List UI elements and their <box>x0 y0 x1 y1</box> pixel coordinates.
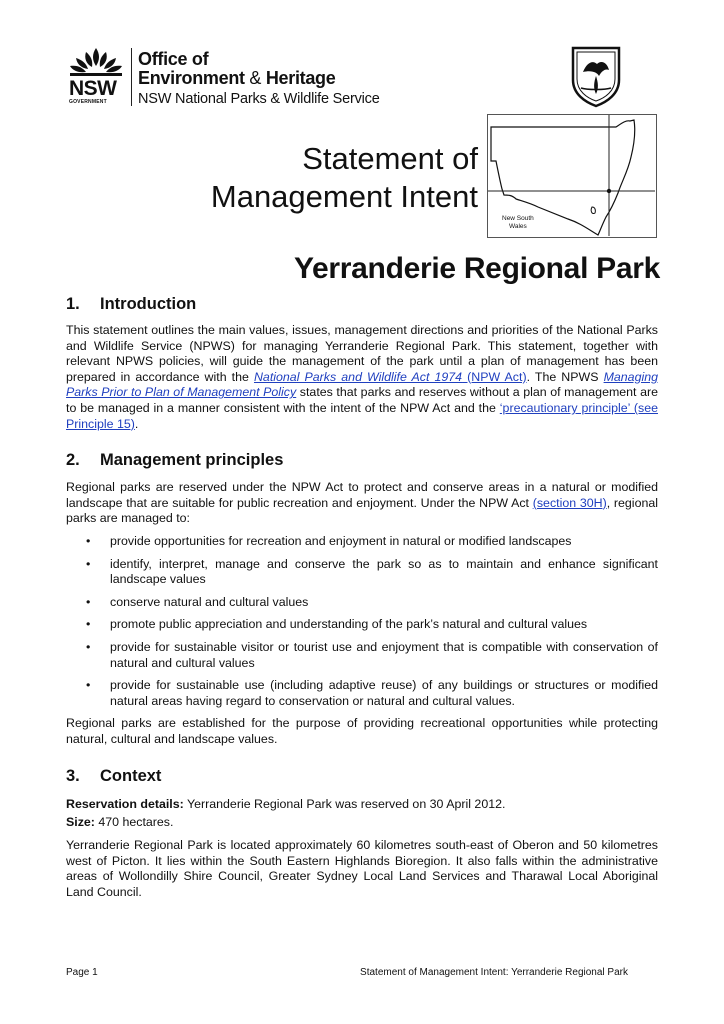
section-3-heading <box>66 766 161 786</box>
section-2-number: 2. <box>66 451 80 469</box>
section-2-heading <box>66 450 283 470</box>
principles-closing-paragraph: Regional parks are established for the purpose of providing recreational opportunities while protecting natural, cultural and landscape values. <box>66 716 658 746</box>
principles-intro-text-1: Regional parks are reserved under the NPW Act to protect and conserve areas in a natural or modified landscape that are suitable for public recreation and enjoyment. Under the NPW Act <box>66 480 658 510</box>
precautionary-principle-link[interactable]: ‘precautionary principle’ (see Principle 15) <box>66 400 658 431</box>
intro-paragraph <box>66 323 658 432</box>
document-type-line-1: Statement of <box>302 141 478 176</box>
footer-running-title: Statement of Management Intent: Yerranderie Regional Park <box>360 967 628 978</box>
org-name <box>138 50 335 88</box>
list-item: • identify, interpret, manage and conserve the park so as to maintain and enhance significant landscape values <box>66 557 658 588</box>
map-label <box>502 215 534 230</box>
principles-intro-text-2: , regional parks are managed to: <box>66 495 658 526</box>
org-line-2-a: Environment <box>138 68 245 88</box>
intro-text-1: This statement outlines the main values, issues, management directions and priorities of the National Parks and Wildlife Service (NPWS) for managing Yerranderie Regional Park. This statement, together with relevant NPWS policies, will guide the management of the park until a plan of management has been prepared in accordance with the <box>66 323 658 384</box>
nsw-wordmark: NSW <box>69 77 117 100</box>
list-item: • provide for sustainable visitor or tourist use and enjoyment that is compatible with conservation of natural and cultural values <box>66 640 658 671</box>
location-paragraph: Yerranderie Regional Park is located approximately 60 kilometres south-east of Oberon and 50 kilometres west of Picton. It lies within the South Eastern Highlands Bioregion. It also falls within the administrative areas of Wollondilly Shire Council, Greater Sydney Local Land Services and Tharawal Local Aboriginal Land Council. <box>66 838 658 899</box>
principles-intro-paragraph <box>66 480 658 527</box>
nsw-government-label: GOVERNMENT <box>69 99 107 105</box>
section-1-title: Introduction <box>100 295 197 313</box>
org-line-1: Office of <box>138 49 209 69</box>
document-type-line-2: Management Intent <box>210 179 478 214</box>
intro-text-4: . <box>134 416 139 431</box>
list-item: • conserve natural and cultural values <box>66 595 658 611</box>
org-subtitle: NSW National Parks & Wildlife Service <box>138 91 380 107</box>
list-item: • provide for sustainable use (including adaptive reuse) of any buildings or structures or modified natural areas having regard to conservation or natural and cultural values. <box>66 678 658 709</box>
section-1-number: 1. <box>66 295 80 313</box>
size-label: Size: <box>66 815 95 829</box>
map-label-line-1: New South <box>502 215 534 222</box>
document-type-title <box>150 140 478 216</box>
intro-text-2: . The NPWS <box>526 369 604 384</box>
section-2-title: Management principles <box>100 451 284 469</box>
org-line-2-b: Heritage <box>265 68 336 88</box>
size-value: 470 hectares. <box>94 815 174 829</box>
intro-text-3: states that parks and reserves without a plan of management are to be managed in a manner consistent with the intent of the NPW Act and the <box>66 385 658 415</box>
managing-parks-policy-link[interactable]: Managing Parks Prior to Plan of Management Policy <box>66 369 658 400</box>
section-1-heading <box>66 294 196 314</box>
section-30h-link[interactable]: (section 30H) <box>532 495 607 510</box>
logo-divider <box>131 48 132 106</box>
reservation-details <box>66 797 658 813</box>
map-label-line-2: Wales <box>508 222 527 230</box>
footer-page-number: Page 1 <box>66 967 98 978</box>
npw-act-link[interactable]: National Parks and Wildlife Act 1974 <box>253 369 463 384</box>
locator-map <box>487 114 657 238</box>
org-line-2-amp: & <box>244 68 266 88</box>
park-size <box>66 815 658 831</box>
park-title: Yerranderie Regional Park <box>293 252 660 285</box>
npws-badge-logo <box>563 42 629 108</box>
section-3-number: 3. <box>66 767 80 785</box>
list-item: • promote public appreciation and understanding of the park’s natural and cultural values <box>66 617 658 633</box>
org-line-2 <box>138 69 335 88</box>
section-3-title: Context <box>100 767 162 785</box>
npw-act-abbrev-link[interactable]: (NPW Act) <box>462 369 527 384</box>
reservation-label: Reservation details: <box>66 797 184 811</box>
reservation-value: Yerranderie Regional Park was reserved on 30 April 2012. <box>183 797 506 811</box>
principles-bullet-list <box>66 534 658 716</box>
list-item: • provide opportunities for recreation and enjoyment in natural or modified landscapes <box>66 534 658 550</box>
